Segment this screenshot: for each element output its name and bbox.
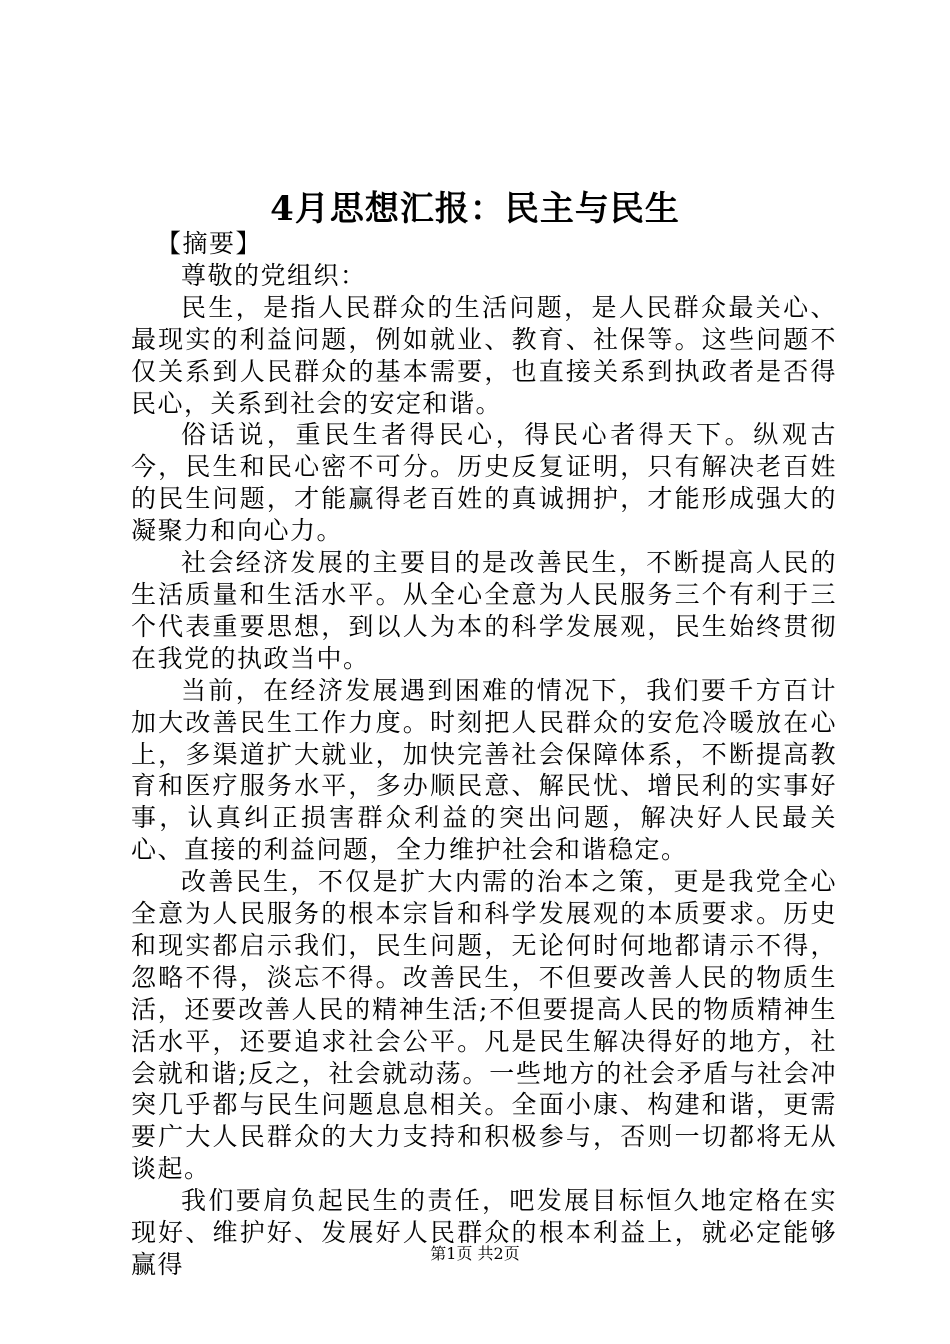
document-title: 4月思想汇报：民主与民生 <box>270 189 680 229</box>
body-paragraph: 民生，是指人民群众的生活问题，是人民群众最关心、最现实的利益问题，例如就业、教育、社保等。这些问题不仅关系到人民群众的基本需要，也直接关系到执政者是否得民心，关系到社会的安定和谐。 <box>131 292 837 418</box>
body-paragraph: 俗话说，重民生者得民心，得民心者得天下。纵观古今，民生和民心密不可分。历史反复证明，只有解决老百姓的民生问题，才能赢得老百姓的真诚拥护，才能形成强大的凝聚力和向心力。 <box>131 420 837 546</box>
body-paragraph: 改善民生，不仅是扩大内需的治本之策，更是我党全心全意为人民服务的根本宗旨和科学发展观的本质要求。历史和现实都启示我们，民生问题，无论何时何地都请示不得，忽略不得，淡忘不得。改善民生，不但要改善人民的物质生活，还要改善人民的精神生活;不但要提高人民的物质精神生活水平，还要追求社会公平。凡是民生解决得好的地方，社会就和谐;反之，社会就动荡。一些地方的社会矛盾与社会冲突几乎都与民生问题息息相关。全面小康、构建和谐，更需要广大人民群众的大力支持和积极参与，否则一切都将无从谈起。 <box>131 867 837 1184</box>
body-paragraph: 社会经济发展的主要目的是改善民生，不断提高人民的生活质量和生活水平。从全心全意为人民服务三个有利于三个代表重要思想，到以人为本的科学发展观，民生始终贯彻在我党的执政当中。 <box>131 548 837 673</box>
body-paragraph: 当前，在经济发展遇到困难的情况下，我们要千方百计加大改善民生工作力度。时刻把人民群众的安危冷暖放在心上，多渠道扩大就业，加快完善社会保障体系，不断提高教育和医疗服务水平，多办顺民意、解民忧、增民利的实事好事，认真纠正损害群众利益的突出问题，解决好人民最关心、直接的利益问题，全力维护社会和谐稳定。 <box>131 675 837 865</box>
salutation: 尊敬的党组织： <box>181 260 367 290</box>
body-paragraph: 我们要肩负起民生的责任，吧发展目标恒久地定格在实现好、维护好、发展好人民群众的根本利益上，就必定能够赢得 <box>131 1186 837 1279</box>
page-footer: 第1页 共2页 <box>430 1244 520 1263</box>
abstract-label: 【摘要】 <box>156 229 263 258</box>
document-body <box>131 228 837 1281</box>
